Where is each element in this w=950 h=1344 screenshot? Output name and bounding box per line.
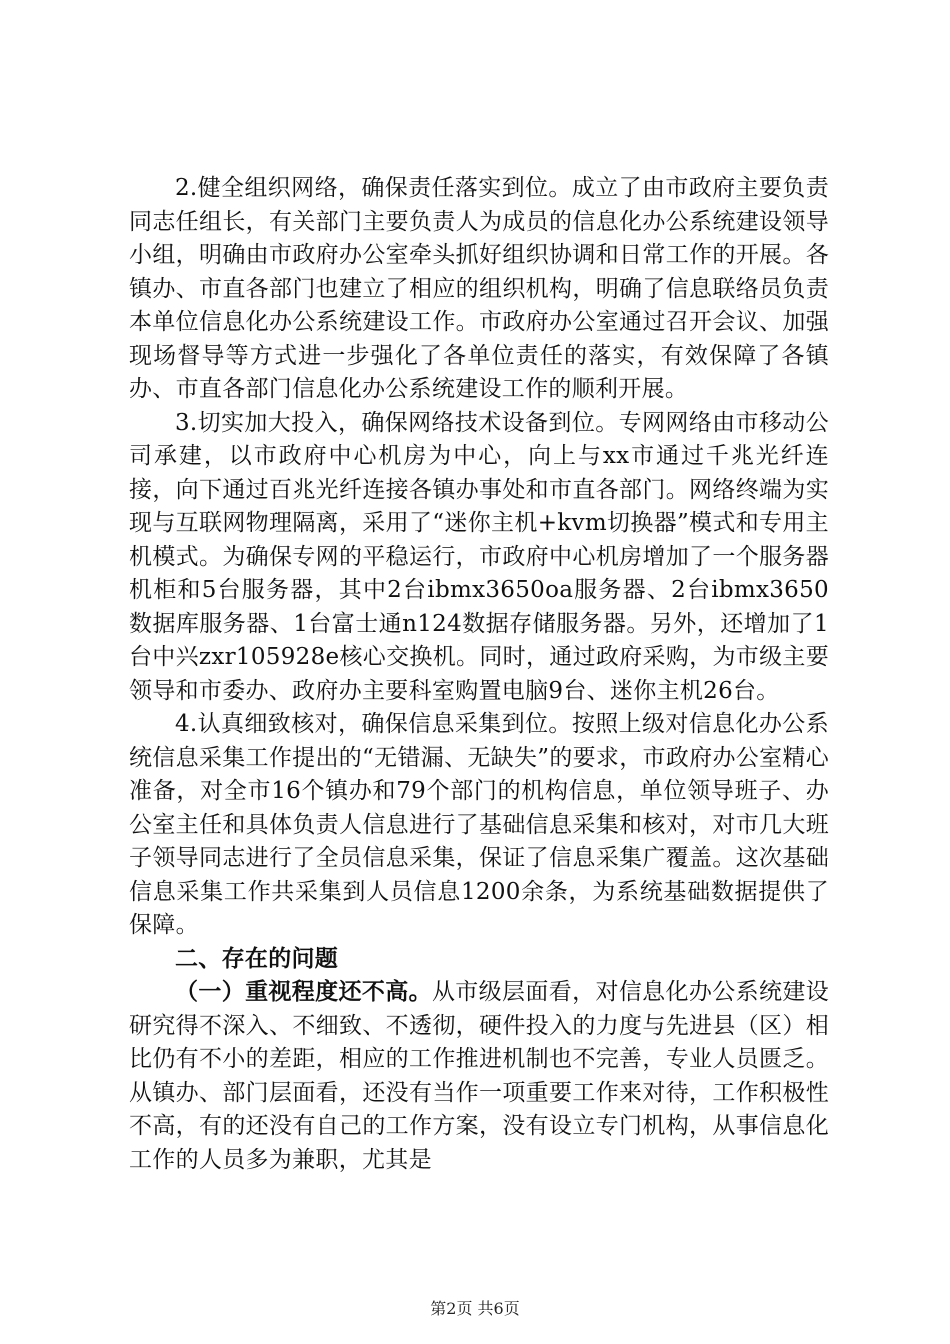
- problem-1-body: 从市级层面看，对信息化办公系统建设研究得不深入、不细致、不透彻，硬件投入的力度与先进县（区）相比仍有不小的差距，相应的工作推进机制也不完善，专业人员匮乏。从镇办、部门层面看，还没有当作一项重要工作来对待，工作积极性不高，有的还没有自己的工作方案，没有设立专门机构，从事信息化工作的人员多为兼职，尤其是: [129, 979, 829, 1173]
- document-body: [129, 172, 829, 1177]
- section-heading: 二、存在的问题: [175, 945, 339, 972]
- paragraph-information-collection: 4.认真细致核对，确保信息采集到位。按照上级对信息化办公系统信息采集工作提出的“无错漏、无缺失”的要求，市政府办公室精心准备，对全市16个镇办和79个部门的机构信息，单位领导班子、办公室主任和具体负责人信息进行了基础信息采集和核对，对市几大班子领导同志进行了全员信息采集，保证了信息采集广覆盖。这次基础信息采集工作共采集到人员信息1200余条，为系统基础数据提供了保障。: [129, 711, 829, 938]
- paragraph-investment: 3.切实加大投入，确保网络技术设备到位。专网网络由市移动公司承建，以市政府中心机房为中心，向上与xx市通过千兆光纤连接，向下通过百兆光纤连接各镇办事处和市直各部门。网络终端为实现与互联网物理隔离，采用了“迷你主机+kvm切换器”模式和专用主机模式。为确保专网的平稳运行，市政府中心机房增加了一个服务器机柜和5台服务器，其中2台ibmx3650oa服务器、2台ibmx3650数据库服务器、1台富士通n124数据存储服务器。另外，还增加了1台中兴zxr105928e核心交换机。同时，通过政府采购，为市级主要领导和市委办、政府办主要科室购置电脑9台、迷你主机26台。: [129, 409, 829, 704]
- paragraph-problem-1: [129, 976, 829, 1177]
- paragraph-organization-network: 2.健全组织网络，确保责任落实到位。成立了由市政府主要负责同志任组长，有关部门主要负责人为成员的信息化办公系统建设领导小组，明确由市政府办公室牵头抓好组织协调和日常工作的开展。各镇办、市直各部门也建立了相应的组织机构，明确了信息联络员负责本单位信息化办公系统建设工作。市政府办公室通过召开会议、加强现场督导等方式进一步强化了各单位责任的落实，有效保障了各镇办、市直各部门信息化办公系统建设工作的顺利开展。: [129, 175, 829, 402]
- page-footer: 第2页 共6页: [430, 1299, 520, 1318]
- problem-1-lead: （一）重视程度还不高。: [175, 979, 432, 1005]
